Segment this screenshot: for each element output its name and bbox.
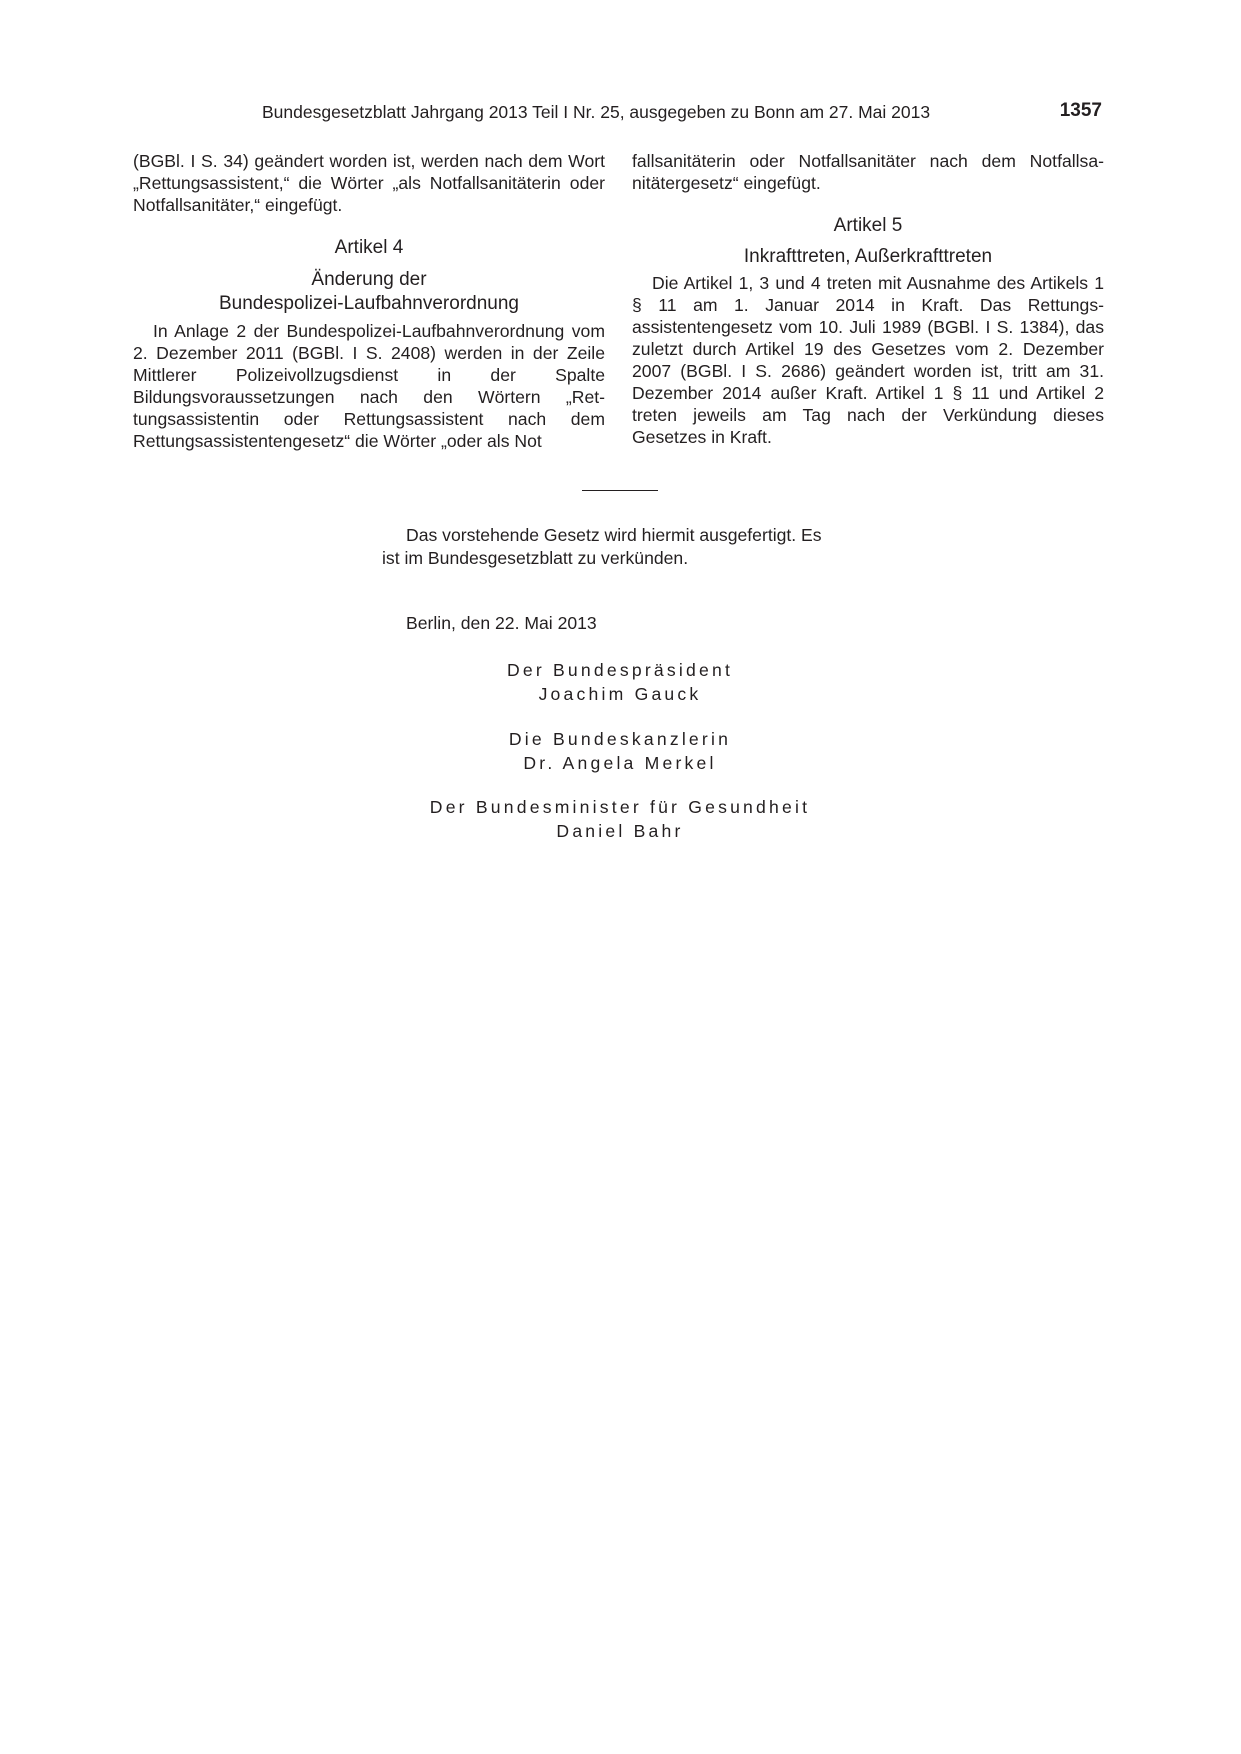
right-column: [632, 150, 1104, 448]
running-title: Bundesgesetzblatt Jahrgang 2013 Teil I Nr. 25, ausgegeben zu Bonn am 27. Mai 2013: [262, 102, 931, 122]
signature-block-minister: [300, 795, 940, 843]
article-4-subtitle-line-1: Änderung der: [311, 269, 427, 290]
left-column: [133, 150, 605, 452]
article-4-body: In Anlage 2 der Bundespolizei-Laufbahnverordnung vom 2. Dezember 2011 (BGBl. I S. 2408) werden in der Zeile Mittlerer Polizeivollzugsdienst in der Spalte Bildungsvoraussetzungen nach den Wörtern „Rettungsassistentin oder Rettungsassistent nach dem Rettungsassistentengesetz“ die Wörter „oder als Not: [133, 321, 605, 451]
article-5-subtitle: Inkrafttreten, Außerkrafttreten: [743, 246, 993, 267]
signatory-name: Joachim Gauck: [538, 684, 702, 704]
page-header: [262, 100, 1102, 126]
promulgation-formula: [382, 524, 862, 570]
promulgation-line-2: ist im Bundesgesetzblatt zu verkünden.: [382, 548, 689, 568]
signatory-office: Die Bundeskanzlerin: [508, 729, 732, 749]
signatory-office: Der Bundespräsident: [506, 660, 734, 680]
article-5-body: Die Artikel 1, 3 und 4 treten mit Ausnahme des Artikels 1 § 11 am 1. Januar 2014 in Kraft. Das Rettungsassistentengesetz vom 10. Juli 1989 (BGBl. I S. 1384), das zuletzt durch Artikel 19 des Gesetzes vom 2. Dezember 2007 (BGBl. I S. 2686) geändert worden ist, tritt am 31. Dezember 2014 außer Kraft. Artikel 1 § 11 und Artikel 2 treten jeweils am Tag nach der Verkündung dieses Gesetzes in Kraft.: [632, 273, 1104, 447]
promulgation-line-1: Das vorstehende Gesetz wird hiermit ausgefertigt. Es: [406, 525, 822, 545]
article-4-subtitle: [133, 268, 605, 316]
article-4-title: Artikel 4: [334, 237, 404, 258]
signatory-name: Daniel Bahr: [556, 821, 684, 841]
signatory-office: Der Bundesminister für Gesundheit: [429, 797, 811, 817]
article-5-title: Artikel 5: [833, 215, 903, 236]
section-divider: [582, 490, 658, 491]
signatory-name: Dr. Angela Merkel: [523, 753, 717, 773]
signature-block-president: [300, 658, 940, 706]
place-and-date: Berlin, den 22. Mai 2013: [406, 613, 597, 633]
continuation-paragraph: (BGBl. I S. 34) geändert worden ist, werden nach dem Wort „Rettungsassistent,“ die Wörter „als Notfallsanitäterin oder Notfallsanitäter,“ eingefügt.: [133, 151, 605, 215]
signature-block-chancellor: [300, 727, 940, 775]
continuation-paragraph: fallsanitäterin oder Notfallsanitäter nach dem Notfallsanitätergesetz“ eingefügt.: [632, 151, 1104, 193]
article-4-subtitle-line-2: Bundespolizei-Laufbahnverordnung: [218, 293, 519, 314]
page-number: 1357: [1059, 100, 1102, 121]
